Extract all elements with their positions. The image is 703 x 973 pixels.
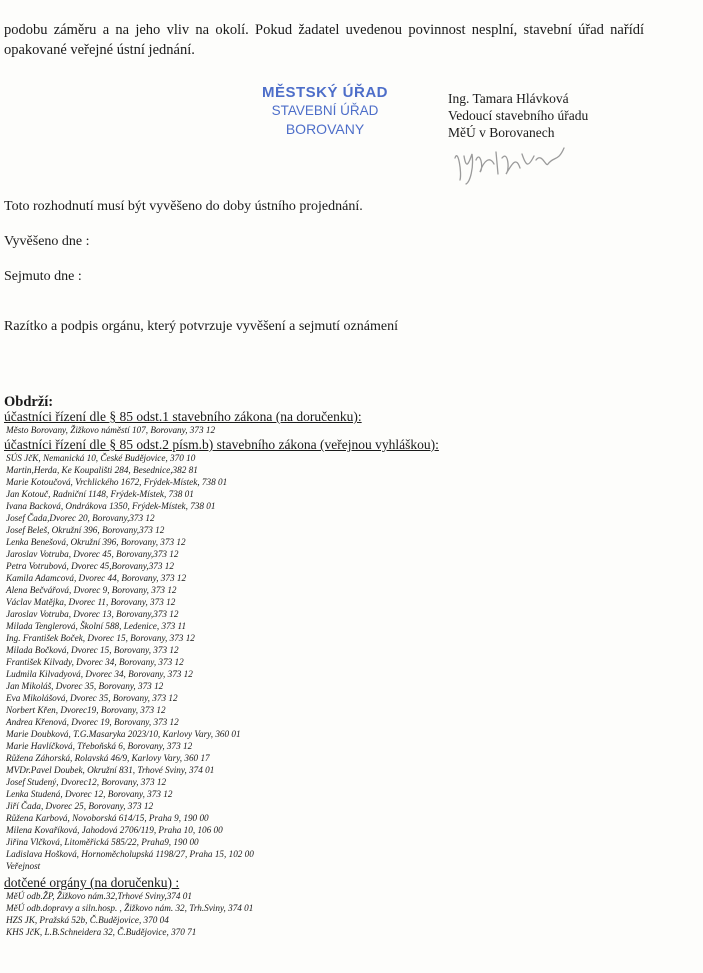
intro-paragraph: podobu záměru a na jeho vliv na okolí. Pokud žadatel uvedenou povinnost nesplní, stavební úřad nařídí opakované veřejné ústní jednání. — [4, 22, 644, 58]
recipient-item: Josef Beleš, Okružní 396, Borovany,373 12 — [6, 525, 165, 535]
recipient-item: MěÚ odb.ŽP, Žižkovo nám.32,Trhové Sviny,374 01 — [6, 891, 192, 901]
handwritten-signature — [450, 138, 570, 188]
recipient-list-authorities — [6, 890, 253, 938]
group-title-authorities: dotčené orgány (na doručenku) : — [4, 875, 180, 890]
recipient-list-participants-1 — [6, 424, 215, 436]
group-title-participants-1: účastníci řízení dle § 85 odst.1 stavebního zákona (na doručenku): — [4, 409, 362, 424]
recipient-item: Milena Kovaříková, Jahodová 2706/119, Praha 10, 106 00 — [6, 825, 223, 835]
recipient-item: Eva Mikolášová, Dvorec 35, Borovany, 373 12 — [6, 693, 178, 703]
recipient-item: Město Borovany, Žižkovo náměstí 107, Borovany, 373 12 — [6, 425, 216, 435]
recipient-item: SÚS JčK, Nemanická 10, České Budějovice, 370 10 — [6, 453, 196, 463]
recipient-item: Andrea Křenová, Dvorec 19, Borovany, 373 12 — [6, 717, 179, 727]
recipient-item: Růžena Záhorská, Rolavská 46/9, Karlovy Vary, 360 17 — [6, 753, 210, 763]
posted-date-label: Vyvěšeno dne : — [4, 234, 90, 249]
recipient-item: Jiří Čada, Dvorec 25, Borovany, 373 12 — [6, 801, 154, 811]
recipient-item: Jiřina Vlčková, Litoměřická 585/22, Praha9, 190 00 — [6, 837, 199, 847]
notice-text: Toto rozhodnutí musí být vyvěšeno do doby ústního projednání. — [4, 199, 363, 214]
recipient-item: Martin,Herda, Ke Koupališti 284, Besednice,382 81 — [6, 465, 198, 475]
recipient-item: Josef Studený, Dvorec12, Borovany, 373 12 — [6, 777, 167, 787]
recipient-item: Petra Votrubová, Dvorec 45,Borovany,373 12 — [6, 561, 174, 571]
recipient-item: MVDr.Pavel Doubek, Okružní 831, Trhové Sviny, 374 01 — [6, 765, 215, 775]
recipient-item: Kamila Adamcová, Dvorec 44, Borovany, 373 12 — [6, 573, 187, 583]
recipient-item: Lenka Benešová, Okružní 396, Borovany, 373 12 — [6, 537, 186, 547]
recipient-item: Veřejnost — [6, 861, 41, 871]
recipient-item: Růžena Karbová, Novoborská 614/15, Praha 9, 190 00 — [6, 813, 209, 823]
removed-date-label: Sejmuto dne : — [4, 269, 82, 284]
signer-role: Vedoucí stavebního úřadu — [448, 108, 589, 123]
stamp-line-2: STAVEBNÍ ÚŘAD — [271, 103, 379, 118]
recipient-item: Marie Havlíčková, Třeboňská 6, Borovany, 373 12 — [6, 741, 193, 751]
recipient-item: Ludmila Kilvadyová, Dvorec 34, Borovany, 373 12 — [6, 669, 193, 679]
recipient-item: Marie Doubková, T.G.Masaryka 2023/10, Karlovy Vary, 360 01 — [6, 729, 241, 739]
stamp-line-3: BOROVANY — [285, 121, 365, 137]
signer-block — [448, 90, 588, 141]
recipient-item: Milada Bočková, Dvorec 15, Borovany, 373 12 — [6, 645, 179, 655]
recipient-item: Marie Kotoučová, Vrchlického 1672, Frýdek-Místek, 738 01 — [6, 477, 228, 487]
signer-name: Ing. Tamara Hlávková — [448, 91, 569, 106]
signer-office: MěÚ v Borovanech — [448, 125, 555, 140]
recipient-item: Ing. František Boček, Dvorec 15, Borovany, 373 12 — [6, 633, 195, 643]
recipient-item: Alena Bečvářová, Dvorec 9, Borovany, 373 12 — [6, 585, 177, 595]
recipient-list-participants-2 — [6, 452, 254, 872]
recipient-item: František Kilvady, Dvorec 34, Borovany, 373 12 — [6, 657, 184, 667]
recipient-item: Václav Matějka, Dvorec 11, Borovany, 373 12 — [6, 597, 176, 607]
recipient-item: Jaroslav Votruba, Dvorec 45, Borovany,373 12 — [6, 549, 179, 559]
recipient-item: Norbert Křen, Dvorec19, Borovany, 373 12 — [6, 705, 166, 715]
recipient-item: Josef Čada,Dvorec 20, Borovany,373 12 — [6, 513, 155, 523]
recipient-item: Lenka Studená, Dvorec 12, Borovany, 373 12 — [6, 789, 173, 799]
office-stamp — [250, 84, 400, 138]
recipients-heading: Obdrží: — [4, 394, 54, 410]
group-title-participants-2: účastníci řízení dle § 85 odst.2 písm.b) stavebního zákona (veřejnou vyhláškou): — [4, 437, 439, 452]
recipient-item: Jaroslav Votruba, Dvorec 13, Borovany,373 12 — [6, 609, 179, 619]
stamp-line-1: MĚSTSKÝ ÚŘAD — [261, 84, 388, 101]
recipient-item: Ladislava Hošková, Hornoměcholupská 1198/27, Praha 15, 102 00 — [6, 849, 254, 859]
recipient-item: MěÚ odb.dopravy a siln.hosp. , Žižkovo nám. 32, Trh.Sviny, 374 01 — [6, 903, 254, 913]
stamp-instruction: Razítko a podpis orgánu, který potvrzuje vyvěšení a sejmutí oznámení — [4, 319, 398, 334]
recipient-item: Ivana Backová, Ondrákova 1350, Frýdek-Místek, 738 01 — [6, 501, 216, 511]
recipient-item: Jan Kotouč, Radniční 1148, Frýdek-Místek, 738 01 — [6, 489, 194, 499]
recipient-item: HZS JK, Pražská 52b, Č.Budějovice, 370 04 — [6, 915, 169, 925]
recipient-item: Jan Mikoláš, Dvorec 35, Borovany, 373 12 — [6, 681, 164, 691]
recipient-item: Milada Tenglerová, Školní 588, Ledenice, 373 11 — [6, 621, 187, 631]
recipient-item: KHS JčK, L.B.Schneidera 32, Č.Budějovice, 370 71 — [6, 927, 197, 937]
